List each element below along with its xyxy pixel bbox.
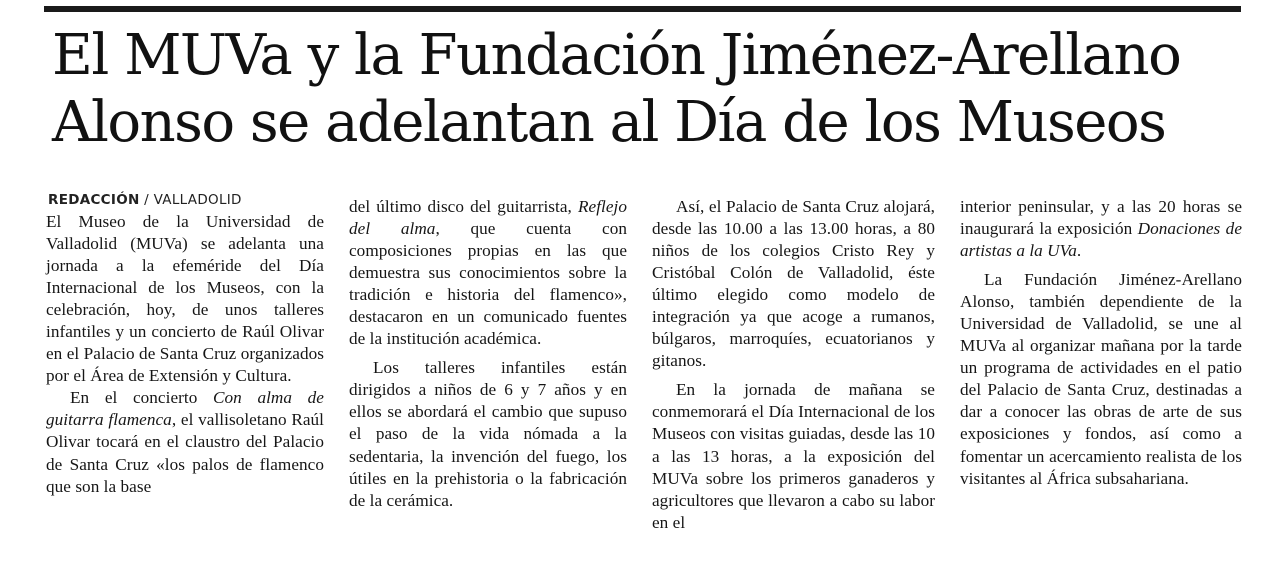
text-run: , que cuenta con composiciones propias en las que demuestra sus conocimientos sobre la tradición e historia del flamenco», destacaron en un comunicado fuentes de la institución académica.	[349, 219, 627, 349]
article-column-3	[652, 196, 935, 534]
paragraph	[960, 196, 1242, 262]
paragraph: Los talleres infantiles están dirigidos a niños de 6 y 7 años y en ellos se abordará el cambio que supuso el paso de la vida nómada a la sedentaria, la invención del fuego, los útiles en la prehistoria o la fabricación de la cerámica.	[349, 358, 627, 510]
paragraph: La Fundación Jiménez-Arellano Alonso, también dependiente de la Universidad de Valladolid, se une al MUVa al organizar mañana por la tarde un programa de actividades en el patio del Palacio de Santa Cruz, destinadas a dar a conocer las obras de arte de sus exposiciones y fondos, así como a fomentar un acercamiento realista de los visitantes al África subsahariana.	[960, 270, 1242, 488]
text-run: .	[1076, 241, 1082, 261]
byline	[48, 192, 242, 208]
concert-title: Con alma de guitarra flamenca	[46, 388, 324, 430]
exhibition-title: Donaciones de artistas a la UVa	[960, 219, 1242, 261]
paragraph	[349, 196, 627, 350]
text-run: del último disco del guitarrista,	[349, 197, 578, 216]
headline	[52, 22, 1252, 156]
byline-place: VALLADOLID	[153, 192, 242, 208]
article-column-1	[46, 211, 324, 498]
byline-author: REDACCIÓN	[48, 192, 140, 208]
byline-separator: /	[139, 192, 154, 208]
text-run: , el vallisoletano Raúl Olivar tocará en el claustro del Palacio de Santa Cruz «los palos de flamenco que son la base	[46, 410, 325, 496]
headline-line-1: El MUVa y la Fundación Jiménez-Arellano	[52, 23, 1181, 88]
text-run: En el concierto	[70, 388, 213, 408]
paragraph	[46, 387, 324, 497]
headline-line-2: Alonso se adelantan al Día de los Museos	[52, 90, 1166, 155]
paragraph: Así, el Palacio de Santa Cruz alojará, desde las 10.00 a las 13.00 horas, a 80 niños de los colegios Cristo Rey y Cristóbal Colón de Valladolid, éste último elegido como modelo de integración ya que acoge a rumanos, búlgaros, marroquíes, ecuatorianos y gitanos.	[652, 197, 935, 371]
paragraph: El Museo de la Universidad de Valladolid (MUVa) se adelanta una jornada a la efeméride del Día Internacional de los Museos, con la celebración, hoy, de unos talleres infantiles y un concierto de Raúl Olivar en el Palacio de Santa Cruz organizados por el Área de Extensión y Cultura.	[46, 212, 324, 386]
article-column-2	[349, 196, 627, 512]
text-run: interior peninsular, y a las 20 horas se inaugurará la exposición	[960, 197, 1242, 239]
article-column-4	[960, 196, 1242, 490]
album-title: Reflejo del alma	[349, 197, 627, 239]
paragraph: En la jornada de mañana se conmemorará el Día Internacional de los Museos con visitas guiadas, desde las 10 a las 13 horas, a la exposición del MUVa sobre los primeros ganaderos y agricultores que llevaron a cabo su labor en el	[652, 380, 935, 532]
top-rule	[44, 6, 1241, 12]
